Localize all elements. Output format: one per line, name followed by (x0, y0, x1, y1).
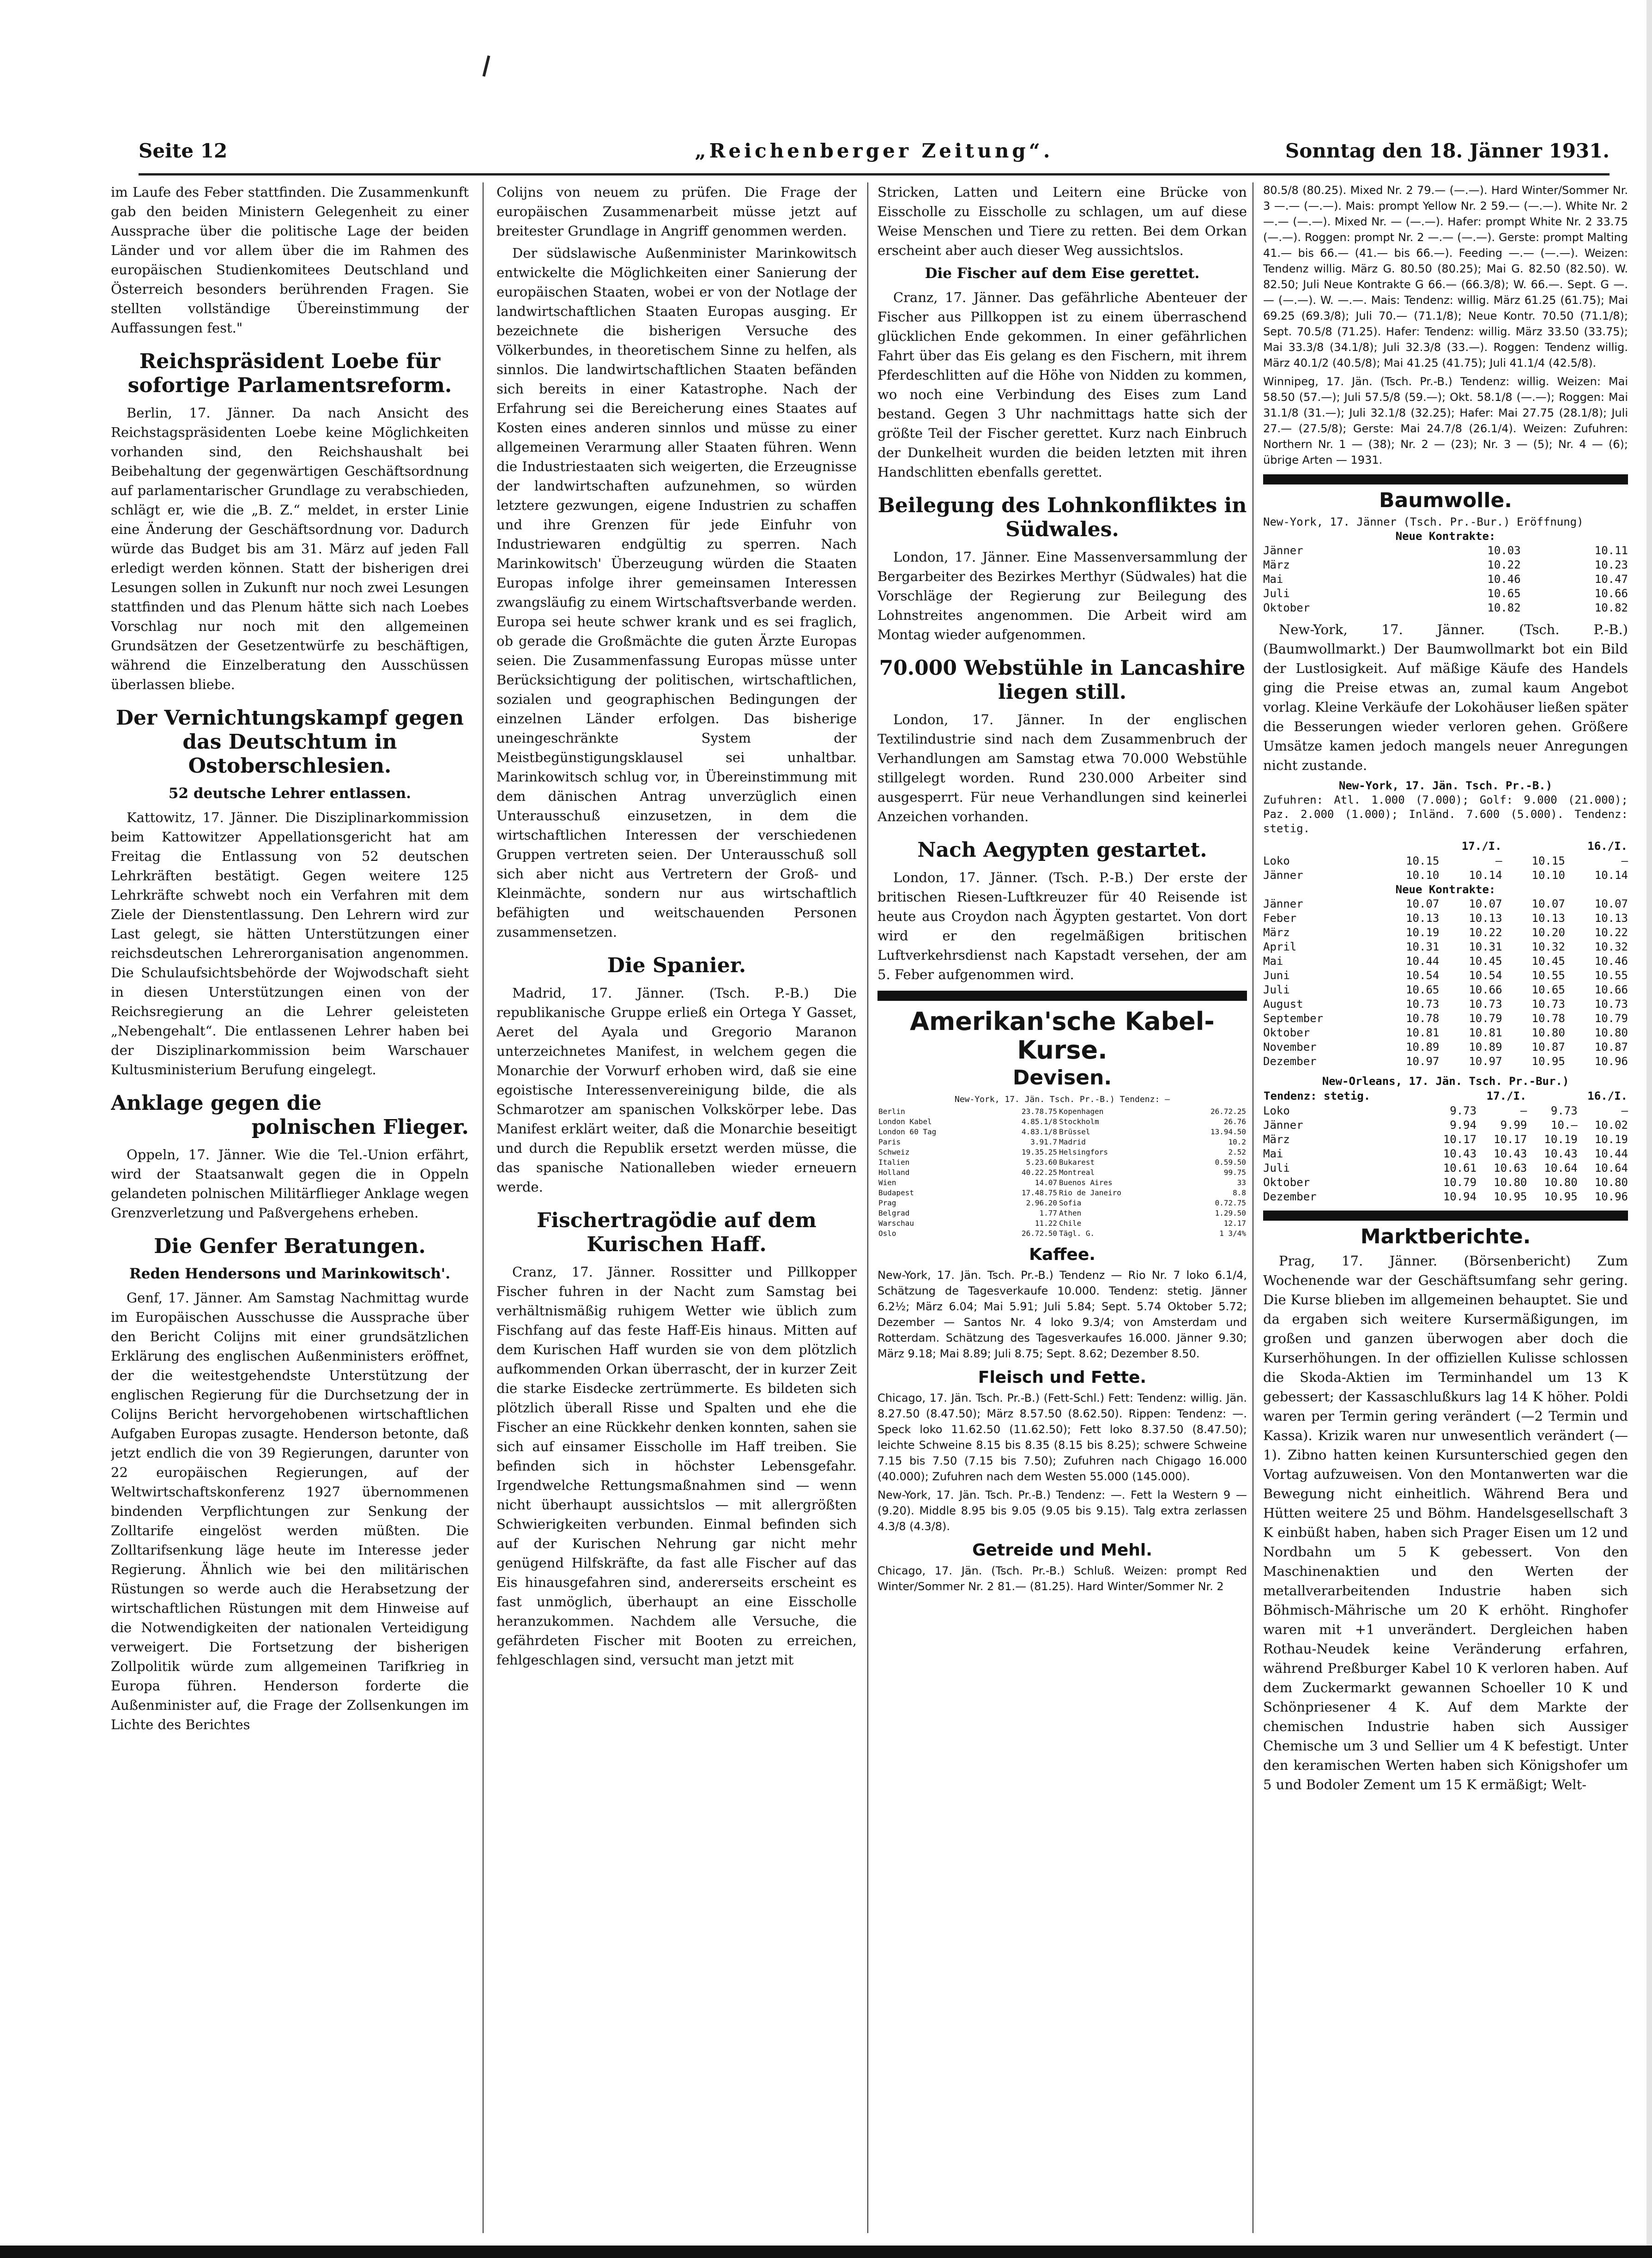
row-label: Juni (1263, 969, 1290, 982)
cotton-row (1263, 1147, 1628, 1161)
currency-name: Rio de Janeiro (1059, 1188, 1121, 1197)
row-label: November (1263, 1041, 1317, 1053)
quote-value: 10.81 (1469, 1026, 1502, 1039)
quote-value: 9.73 (1550, 1104, 1578, 1117)
cotton-row (1263, 1175, 1628, 1190)
quote-value: 10.32 (1594, 940, 1628, 953)
currency-name: Montreal (1059, 1168, 1095, 1177)
article-text: Colijns von neuem zu prüfen. Die Frage der europäischen Zusammenarbeit müsse jetzt auf breitester Grundlage in Angriff genommen werden. (496, 184, 857, 239)
quote-value: 10.79 (1469, 1012, 1502, 1025)
quote-value: 10.13 (1469, 912, 1502, 925)
devisen-row (877, 1117, 1247, 1127)
quote-value: 10.55 (1531, 969, 1565, 982)
cotton-row (1263, 1161, 1628, 1175)
currency-name: Tägl. G. (1059, 1229, 1095, 1238)
row-label: Juli (1263, 587, 1290, 600)
currency-rate: 12.17 (1223, 1219, 1246, 1228)
row-label: Dezember (1263, 1055, 1317, 1068)
row-label: Mai (1263, 573, 1283, 586)
quote-value: 10.54 (1469, 969, 1502, 982)
quote-value: 10.14 (1469, 869, 1502, 882)
currency-rate: 26.72.25 (1210, 1107, 1246, 1116)
devisen-row (877, 1218, 1247, 1229)
column-4 (1263, 182, 1628, 2238)
quote-value: — (1621, 854, 1628, 867)
quote-value: 10.45 (1531, 955, 1565, 968)
currency-name: Bukarest (1059, 1158, 1095, 1167)
quote-value: 10.22 (1487, 558, 1521, 571)
quote-value: 10.43 (1544, 1147, 1578, 1160)
currency-name: Budapest (878, 1188, 914, 1197)
article-text: London, 17. Jänner. (Tsch. P.-B.) Der erste der britischen Riesen-Luftkreuzer für 40 Reisende ist heute aus Croydon nach Ägypten gestartet. Von dort wird er den regelmäßigen britischen Luftverkehrsdienst nach Kapstadt versehen, der am 5. Feber aufgenommen wird. (877, 870, 1247, 982)
currency-name: Warschau (878, 1219, 914, 1228)
quote-value: 10.03 (1487, 544, 1521, 557)
quote-value: 10.46 (1594, 955, 1628, 968)
devisen-row (877, 1168, 1247, 1178)
currency-rate: 1.29.50 (1215, 1209, 1246, 1217)
quote-value: 10.66 (1594, 587, 1628, 600)
currency-name: Oslo (878, 1229, 896, 1238)
row-label: Loko (1263, 1104, 1290, 1117)
col-head-16: 16./I. (1587, 840, 1628, 853)
cotton-row (1263, 1011, 1628, 1026)
row-label: Jänner (1263, 1119, 1303, 1132)
currency-rate: 0.59.50 (1215, 1158, 1246, 1167)
quote-value: 10.73 (1531, 998, 1565, 1011)
headline-anklage-2: polnischen Flieger. (251, 1115, 469, 1139)
quote-value: 10.14 (1594, 869, 1628, 882)
currency-name: Helsingfors (1059, 1148, 1108, 1156)
currency-name: Paris (878, 1138, 901, 1146)
quote-value: 10.66 (1469, 983, 1502, 996)
quote-value: 10.66 (1594, 983, 1628, 996)
currency-name: Belgrad (878, 1209, 910, 1217)
quote-value: 10.95 (1544, 1190, 1578, 1203)
currency-rate: 3.91.7 (1030, 1138, 1058, 1146)
devisen-row (877, 1137, 1247, 1147)
quote-value: 10.96 (1594, 1055, 1628, 1068)
article-text: Cranz, 17. Jänner. Das gefährliche Abenteuer der Fischer aus Pillkoppen ist zu einem überraschend glücklichen Ende gekommen. In einer gefährlichen Fahrt über das Eis gelang es den Fischern, mit ihrem Pferdeschlitten auf die Höhe von Nidden zu kommen, wo noch eine Verbindung des Eises zum Land bestand. Gegen 3 Uhr nachmittags hatte sich der größte Teil der Fischer gerettet. Kurz nach Einbruch der Dunkelheit wurden die beiden letzten mit ihren Handschlitten ebenfalls gerettet. (877, 290, 1247, 480)
baumwoll-markt-text: New-York, 17. Jänner. (Tsch. P.-B.) (Baumwollmarkt.) Der Baumwollmarkt bot ein Bild der Lustlosigkeit. Auf mäßige Käufe des Handels ging die Preise etwas an, zumal kaum Angebot vorlag. Kleine Verkäufe der Lokohäuser ließen später die Besserungen wieder verloren gehen. Größere Umsätze kamen jedoch mangels neuer Anregungen nicht zustande. (1263, 622, 1628, 773)
quote-value: 9.94 (1450, 1119, 1477, 1132)
cotton-row (1263, 997, 1628, 1011)
column-divider (867, 182, 868, 2233)
cotton-row (1263, 1132, 1628, 1147)
currency-name: Buenos Aires (1059, 1178, 1113, 1187)
cotton-row (1263, 1104, 1628, 1118)
row-label: Juli (1263, 1162, 1290, 1174)
scan-bottom-border (0, 2246, 1652, 2258)
quote-value: 10.10 (1406, 869, 1440, 882)
article-text: Kattowitz, 17. Jänner. Die Disziplinarkommission beim Kattowitzer Appellationsgericht hat am Freitag die Entlassung von 52 deutschen Lehrkräften bestätigt. Gegen weitere 125 Lehrkräfte schwebt noch ein Verfahren mit dem Ziele der Dienstentlassung. Den Lehrern wird zur Last gelegt, sie hätten Unterstützungen einer reichsdeutschen Lehrerorganisation angenommen. Die Schulaufsichtsbehörde der Wojwodschaft sieht in diesen Unterstützungen einen von der Reichsregierung an die Lehrer geleisteten „Nebengehalt“. Die entlassenen Lehrer haben bei der Disziplinarkommission beim Warschauer Kultusministerium Berufung eingelegt. (111, 810, 469, 1078)
cotton-row (1263, 969, 1628, 983)
boersenbericht-text: Prag, 17. Jänner. (Börsenbericht) Zum Wochenende war der Geschäftsumfang sehr gering. Die Kurse blieben im allgemeinen behauptet. Sie und da ergaben sich weitere Kursermäßigungen, im großen und ganzen überwogen aber doch die Kurserhöhungen. In der offiziellen Kulisse schlossen die Skoda-Aktien im Terminhandel um 13 K gebessert; der Kassaschlußkurs lag 14 K höher. Poldi waren per Termin gering verändert (—2 Termin und Kassa). Krizik waren nur unwesentlich verändert (—1). Zibno hatten keinen Kursunterschied gegen den Vortag aufzuweisen. Von den Montanwerten war die Bewegung nicht einheitlich. Während Bera und Hütten weitere 25 und Böhm. Handelsgesellschaft 3 K einbüßt haben, haben sich Prager Eisen um 12 und Nordbahn um 5 K gebessert. Von den Maschinenaktien und den Werten der metallverarbeitenden Industrie haben sich Böhmisch-Mährische um 20 K erhöht. Ringhofer waren mit +1 unverändert. Dergleichen haben Rothau-Neudek keine Veränderung erfahren, während Preßburger Kabel 10 K verloren haben. Auf dem Zuckermarkt gewannen Schoeller 10 K und Schönpriesener 4 K. Auf dem Markte der chemischen Industrie haben sich Aussiger Chemische um 3 und Sellier um 4 K befestigt. Unter den keramischen Werten haben sich Königshofer um 5 und Bodoler Zement um 15 K ermäßigt; Welt- (1263, 1253, 1628, 1792)
header-rule (139, 173, 1610, 176)
quote-value: 10.32 (1531, 940, 1565, 953)
row-label: September (1263, 1012, 1324, 1025)
quote-value: 10.73 (1594, 998, 1628, 1011)
quote-value: 10.95 (1531, 1055, 1565, 1068)
row-label: Dezember (1263, 1190, 1317, 1203)
currency-rate: 17.48.75 (1021, 1188, 1058, 1197)
headline-ostoberschlesien: Der Vernichtungskampf gegen das Deutschtum in Ostoberschlesien. (115, 706, 464, 778)
quote-value: 10.17 (1494, 1133, 1527, 1146)
quote-value: 10.94 (1443, 1190, 1477, 1203)
section-rule (1263, 474, 1628, 484)
currency-rate: 8.8 (1233, 1188, 1246, 1197)
pencil-mark (483, 55, 490, 77)
currency-rate: 19.35.25 (1021, 1148, 1058, 1156)
quote-value: — (1520, 1104, 1527, 1117)
article-text: Madrid, 17. Jänner. (Tsch. P.-B.) Die republikanische Gruppe erließ ein Ortega Y Gasset, Aeret del Ayala und Gregorio Maranon unterzeichnetes Manifest, in welchem gegen die Monarchie der Vorwurf erhoben wird, daß sie eine egoistische Interessenvereinigung bilde, die als Schmarotzer am spanischen Volkskörper lebe. Das Manifest erklärt weiter, daß die Monarchie beseitigt und durch die Republik ersetzt werden müsse, die das spanische Nationalleben wieder erneuern werde. (496, 985, 857, 1195)
currency-rate: 2.52 (1228, 1148, 1246, 1156)
currency-rate: 14.07 (1035, 1178, 1058, 1187)
currency-name: Stockholm (1059, 1117, 1099, 1126)
quote-value: 10.13 (1594, 912, 1628, 925)
tendenz-label: Tendenz: stetig. (1264, 1090, 1371, 1102)
article-text: Berlin, 17. Jänner. Da nach Ansicht des Reichstagspräsidenten Loebe keine Möglichkeiten vorhanden sind, den Reichshaushalt bei Beibehaltung der gegenwärtigen Geschäftsordnung auf parlamentarischer Grundlage zu verabschieden, schlägt er, wie die „B. Z.“ meldet, in erster Linie eine Änderung der Geschäftsordnung vor. Dadurch würde das Budget bis am 31. März auf jeden Fall erledigt werden können. Statt der bisherigen drei Lesungen sollen in Zukunft nur noch zwei Lesungen stattfinden und das Plenum hätte sich nach Loebes Vorschlag nur noch mit den allgemeinen Grundsätzen der Gesetzentwürfe zu beschäftigen, während die Einzelberatung den Ausschüssen überlassen bliebe. (111, 405, 469, 692)
quote-value: 10.17 (1443, 1133, 1477, 1146)
neue-kontrakte-label: Neue Kontrakte: (1395, 883, 1496, 896)
currency-rate: 26.76 (1223, 1117, 1246, 1126)
article-text: London, 17. Jänner. In der englischen Textilindustrie sind nach dem Zusammenbruch der Verhandlungen am Samstag etwa 70.000 Webstühle stillgelegt worden. Rund 230.000 Arbeiter sind ausgesperrt. Für neue Verhandlungen sind keinerlei Anzeichen vorhanden. (877, 712, 1247, 824)
quote-value: 10.46 (1487, 573, 1521, 586)
quote-value: 10.22 (1469, 926, 1502, 939)
row-label: August (1263, 998, 1303, 1011)
ny-opening-header: New-York, 17. Jänner (Tsch. Pr.-Bur.) Eröffnung) (1263, 515, 1584, 528)
quote-value: 10.11 (1594, 544, 1628, 557)
cotton-row (1263, 1054, 1628, 1069)
quote-value: 10.82 (1594, 601, 1628, 614)
quote-value: 10.80 (1544, 1176, 1578, 1189)
article-text: im Laufe des Feber stattfinden. Die Zusammenkunft gab den beiden Ministern Gelegenheit zu einer Aussprache über die politische Lage der beiden Länder und vor allem über die im Rahmen des europäischen Studienkomitees Deutschland und Österreich besonders berührenden Fragen. Sie stellten vollständige Übereinstimmung der Auffassungen fest." (111, 184, 469, 336)
currency-name: London Kabel (878, 1117, 932, 1126)
quote-value: 10.96 (1594, 1190, 1628, 1203)
headline-anklage: Anklage gegen die (111, 1091, 322, 1115)
devisen-row (877, 1208, 1247, 1218)
grain-quotes: 80.5/8 (80.25). Mixed Nr. 2 79.— (—.—). Hard Winter/Sommer Nr. 3 —.— (—.—). Mais: prompt Yellow Nr. 2 59.— (—.—). White Nr. 2 —.— (—.—). Mixed Nr. — (—.—). Hafer: prompt White Nr. 2 33.75 (—.—). Roggen: prompt Nr. 2 —.— (—.—). Gerste: prompt Malting 41.— bis 66.— (41.— bis 66.—). Feeding —.— (—.—). Weizen: Tendenz willig. März G. 80.50 (80.25); Mai G. 82.50 (82.50). W. 82.50; Juli Neue Kontrakte G 66.— (66.3/8); W. 66.—. Sept. G —.— (—.—). W. —.—. Mais: Tendenz: willig. März 61.25 (61.75); Mai 69.25 (69.3/8); Juli 70.— (71.1/8); Neue Kontr. 70.50 (71.1/8); Sept. 70.5/8 (71.25). Hafer: Tendenz: willig. März 33.50 (33.75); Mai 33.3/8 (34.1/8); Juli 32.3/8 (33.—). Roggen: Tendenz willig. März 40.1/2 (40.5/8); Mai 41.25 (41.75); Juli 41.1/4 (42.5/8). (1263, 184, 1628, 369)
fleisch-title: Fleisch und Fette. (978, 1368, 1147, 1387)
quote-value: 10.45 (1469, 955, 1502, 968)
section-rule (1263, 1211, 1628, 1221)
row-label: Mai (1263, 955, 1283, 968)
quote-value: 10.07 (1531, 897, 1565, 910)
currency-rate: 10.2 (1228, 1138, 1246, 1146)
headline-loebe: Reichspräsident Loebe für sofortige Parlamentsreform. (127, 350, 452, 397)
kabel-kurse-title: Amerikan'sche Kabel-Kurse. (910, 1007, 1215, 1065)
currency-rate: 99.75 (1223, 1168, 1246, 1177)
quote-value: 10.81 (1406, 1026, 1440, 1039)
currency-name: Kopenhagen (1059, 1107, 1104, 1116)
article-text: Genf, 17. Jänner. Am Samstag Nachmittag wurde im Europäischen Ausschusse die Aussprache über den Bericht Colijns mit einer grundsätzlichen Erklärung des englischen Außenministers eröffnet, der die weitestgehendste Unterstützung der englischen Regierung für die Durchsetzung der in Colijns Bericht hervorgehobenen wirtschaftlichen Aufgaben Europas zusagte. Henderson betonte, daß jetzt endlich die von 39 Regierungen, darunter von 22 europäischen Regierungen, auf der Weltwirtschaftskonferenz 1927 übernommenen bindenden Verpflichtungen zur Senkung der Zolltarife eingelöst werden müßten. Die Zolltarifsenkung läge heute im Interesse jeder Regierung. Ähnlich wie bei den militärischen Rüstungen so werde auch die Herabsetzung der wirtschaftlichen Rüstungen mit dem Hinweise auf die Notwendigkeiten der nationalen Verteidigung verweigert. Die Fortsetzung der bisherigen Zollpolitik würde zum allgemeinen Tarifkrieg in Europa führen. Henderson forderte die Außenminister auf, die Frage der Zollsenkungen im Lichte des Berichtes (111, 1290, 469, 1732)
article-text: Oppeln, 17. Jänner. Wie die Tel.-Union erfährt, wird der Staatsanwalt gegen die in Oppeln gelandeten polnischen Militärflieger Anklage wegen Grenzverletzung und Paßvergehens erheben. (111, 1147, 469, 1221)
quote-value: — (1621, 1104, 1628, 1117)
cotton-row (1263, 1190, 1628, 1204)
currency-name: Prag (878, 1199, 896, 1207)
quote-value: 10.23 (1594, 558, 1628, 571)
row-label: Oktober (1263, 1026, 1310, 1039)
fleisch-text-ny: New-York, 17. Jän. Tsch. Pr.-B.) Tendenz: —. Fett la Western 9 — (9.20). Middle 8.95 bis 9.05 (9.05 bis 9.15). Talg extra zerlassen 4.3/8 (4.3/8). (877, 1489, 1247, 1533)
cotton-row (1263, 868, 1628, 883)
quote-value: 10.07 (1406, 897, 1440, 910)
getreide-title: Getreide und Mehl. (972, 1541, 1152, 1560)
headline-genfer: Die Genfer Beratungen. (154, 1235, 426, 1258)
kaffee-text: New-York, 17. Jän. Tsch. Pr.-B.) Tendenz — Rio Nr. 7 loko 6.1/4, Schätzung de Tagesverkaufe 10.000. Tendenz: stetig. Jänner 6.2½; März 6.04; Mai 5.91; Juli 5.84; Sept. 5.74 Oktober 5.72; Dezember — Santos Nr. 4 loko 9.3/4; von Amsterdam und Rotterdam. Schätzung des Tagesverkaufes 16.000. Jänner 9.30; März 9.18; Mai 8.89; Juli 8.75; Sept. 8.62; Dezember 8.50. (877, 1269, 1247, 1360)
neue-kontrakte-label: Neue Kontrakte: (1395, 530, 1496, 543)
devisen-row (877, 1157, 1247, 1168)
devisen-row (877, 1229, 1247, 1239)
ny-opening-table (1263, 544, 1628, 615)
currency-rate: 23.78.75 (1021, 1107, 1058, 1116)
winnipeg-quotes: Winnipeg, 17. Jän. (Tsch. Pr.-B.) Tendenz: willig. Weizen: Mai 58.50 (57.—); Juli 57.5/8 (59.—); Okt. 58.1/8 (—.—); Roggen: Mai 31.1/8 (31.—); Juli 32.1/8 (32.25); Hafer: Mai 27.75 (28.1/8); Juli 27.— (27.5/8); Gerste: Mai 24.7/8 (26.1/4). Weizen: Zufuhren: Northern Nr. 1 — (38); Nr. 2 — (23); Nr. 3 — (5); Nr. 4 — (6); übrige Arten — 1931. (1263, 375, 1628, 466)
getreide-text: Chicago, 17. Jän. (Tsch. Pr.-B.) Schluß. Weizen: prompt Red Winter/Sommer Nr. 2 81.— (81.25). Hard Winter/Sommer Nr. 2 (877, 1564, 1247, 1593)
cotton-row (1263, 601, 1628, 615)
quote-value: 10.78 (1406, 1012, 1440, 1025)
headline-fischer-gerettet: Die Fischer auf dem Eise gerettet. (925, 265, 1200, 282)
cotton-row (1263, 558, 1628, 572)
quote-value: 10.95 (1494, 1190, 1527, 1203)
article-text: Cranz, 17. Jänner. Rossitter und Pillkopper Fischer fuhren in der Nacht zum Samstag bei verhältnismäßig ruhigem Wetter wie üblich zum Fischfang auf das feste Haff-Eis hinaus. Mitten auf dem Kurischen Haff wurden sie von dem plötzlich aufkommenden Orkan überrascht, der in kurzer Zeit die starke Eisdecke zertrümmerte. Es bildeten sich plötzlich überall Risse und Spalten und ehe die Fischer an eine Rückkehr denken konnten, sahen sie sich auf einsamer Eisscholle im Haff treiben. Sie befinden sich in höchster Lebensgefahr. Irgendwelche Rettungsmaßnahmen sind — wenn nicht überhaupt aussichtslos — mit allergrößten Schwierigkeiten verbunden. Einmal befinden sich auf der Kurischen Nehrung gar nicht mehr genügend Hilfskräfte, da fast alle Fischer auf das Eis hinausgefahren sind, andererseits erscheint es fast unmöglich, überhaupt an eine Eisscholle heranzukommen. Nachdem alle Versuche, die gefährdeten Fischer mit Booten zu erreichen, fehlgeschlagen sind, versucht man jetzt mit (496, 1264, 857, 1668)
currency-rate: 33 (1237, 1178, 1246, 1187)
quote-value: — (1495, 854, 1502, 867)
quote-value: 10.80 (1594, 1176, 1628, 1189)
quote-value: 10.80 (1594, 1026, 1628, 1039)
currency-name: Italien (878, 1158, 910, 1167)
cotton-row (1263, 940, 1628, 954)
col-head-16: 16./I. (1587, 1090, 1628, 1102)
quote-value: 10.19 (1406, 926, 1440, 939)
devisen-row (877, 1147, 1247, 1157)
row-label: Jänner (1263, 869, 1303, 882)
masthead: „Reichenberger Zeitung“. (695, 139, 1053, 162)
article-text: Stricken, Latten und Leitern eine Brücke von Eisscholle zu Eisscholle zu schlagen, um auf diese Weise Menschen und Tiere zu retten. Bei dem Orkan erscheint aber auch dieser Weg aussichtslos. (877, 184, 1247, 258)
row-label: Jänner (1263, 544, 1303, 557)
currency-name: Holland (878, 1168, 910, 1177)
quote-value: 10.07 (1469, 897, 1502, 910)
quote-value: 10.54 (1406, 969, 1440, 982)
quote-value: 10.79 (1594, 1012, 1628, 1025)
currency-rate: 13.94.50 (1210, 1127, 1246, 1136)
quote-value: 10.15 (1531, 854, 1565, 867)
quote-value: 10.43 (1443, 1147, 1477, 1160)
currency-rate: 4.83.1/8 (1021, 1127, 1058, 1136)
currency-name: Chile (1059, 1219, 1082, 1228)
cotton-row (1263, 911, 1628, 926)
devisen-row (877, 1188, 1247, 1198)
currency-rate: 1 3/4% (1219, 1229, 1246, 1238)
column-2 (496, 182, 857, 2238)
quote-value: 10.87 (1594, 1041, 1628, 1053)
column-1 (111, 182, 469, 2238)
quote-value: 10.82 (1487, 601, 1521, 614)
kaffee-title: Kaffee. (1029, 1245, 1095, 1264)
quote-value: 10.97 (1469, 1055, 1502, 1068)
currency-name: Athen (1059, 1209, 1082, 1217)
fleisch-text: Chicago, 17. Jän. Tsch. Pr.-B.) (Fett-Schl.) Fett: Tendenz: willig. Jän. 8.27.50 (8.47.50); März 8.57.50 (8.62.50). Rippen: Tendenz: —. Speck loko 11.62.50 (11.62.50); Fett loko 8.37.50 (8.47.50); leichte Schweine 8.15 bis 8.35 (8.15 bis 8.25); schwere Schweine 7.15 bis 7.50 (7.15 bis 7.50); Zufuhren nach Chigago 16.000 (40.000); Zufuhren nach dem Westen 55.000 (145.000). (877, 1392, 1247, 1483)
col-head-17: 17./I. (1461, 840, 1502, 853)
currency-rate: 1.77 (1039, 1209, 1058, 1217)
quote-value: 10.47 (1594, 573, 1628, 586)
quote-value: 10.43 (1494, 1147, 1527, 1160)
cotton-row (1263, 954, 1628, 969)
row-label: Loko (1263, 854, 1290, 867)
currency-rate: 40.22.25 (1021, 1168, 1058, 1177)
row-label: Mai (1263, 1147, 1283, 1160)
devisen-row (877, 1178, 1247, 1188)
quote-value: 9.73 (1450, 1104, 1477, 1117)
new-orleans-header: New-Orleans, 17. Jän. Tsch. Pr.-Bur.) (1322, 1075, 1569, 1088)
quote-value: 10.78 (1531, 1012, 1565, 1025)
quote-value: 10.07 (1594, 897, 1628, 910)
subheadline: 52 deutsche Lehrer entlassen. (168, 785, 411, 802)
cotton-row (1263, 1118, 1628, 1132)
quote-value: 10.10 (1531, 869, 1565, 882)
quote-value: 10.63 (1494, 1162, 1527, 1174)
issue-date: Sonntag den 18. Jänner 1931. (1285, 139, 1610, 162)
currency-name: Schweiz (878, 1148, 910, 1156)
article-text: London, 17. Jänner. Eine Massenversammlung der Bergarbeiter des Bezirkes Merthyr (Südwales) hat die Vorschläge der Regierung zur Beilegung des Lohnstreites angenommen. Die Arbeit wird am Montag wieder aufgenommen. (877, 549, 1247, 642)
devisen-header: New-York, 17. Jän. Tsch. Pr.-B.) Tendenz: — (955, 1095, 1170, 1104)
devisen-row (877, 1198, 1247, 1208)
marktberichte-title: Marktberichte. (1360, 1225, 1531, 1248)
quote-value: 10.89 (1406, 1041, 1440, 1053)
col-head-17: 17./I. (1486, 1090, 1527, 1102)
article-text: Der südslawische Außenminister Marinkowitsch entwickelte die Möglichkeiten einer Sanierung der europäischen Staaten, wobei er von der Notlage der landwirtschaftlichen Staaten Europas ausging. Er bezeichnete die bisherigen Versuche des Völkerbundes, in theoretischem Sinne zu helfen, als sinnlos. Die landwirtschaftlichen Staaten befänden sich bereits in einer Katastrophe. Nach der Erfahrung sei die Bereicherung eines Staates auf Kosten eines anderen sinnlos und müsse zu einer allgemeinen Verarmung aller Staaten führen. Wenn die Industriestaaten sich weigerten, die Erzeugnisse der landwirtschaften aufzunehmen, so würden letztere gezwungen, eigene Industrien zu schaffen und ihre Grenzen für jede Einfuhr von Industriewaren endgültig zu sperren. Nach Marinkowitsch' Überzeugung würden die Staaten Europas infolge ihrer gemeinsamen Interessen zwangsläufig zu einem Wirtschaftsverbande werden. Europa sei heute schwer krank und es sei fraglich, ob gerade die Großmächte die guten Ärzte Europas seien. Die Zusammenfassung Europas müsse unter Berücksichtigung der politischen, wirtschaftlichen, sozialen und geographischen Bedingungen der einzelnen Länder erfolgen. Das bisherige uneingeschränkte System der Meistbegünstigungsklausel sei unhaltbar. Marinkowitsch schlug vor, in Übereinstimmung mit dem dänischen Antrag unverzüglich einen Unterausschuß einzusetzen, in dem die wirtschaftlichen Interessen der verschiedenen Gruppen vertreten seien. Der Unterausschuß soll sich aber nicht aus Vertretern der Groß- und Kleinmächte, sondern nur aus wirtschaftlich befähigten und weitschauenden Personen zusammensetzen. (496, 245, 857, 940)
quote-value: 9.99 (1500, 1119, 1527, 1132)
cotton-row (1263, 854, 1628, 868)
currency-rate: 26.72.50 (1021, 1229, 1058, 1238)
headline-suedwales: Beilegung des Lohnkonfliktes in Südwales. (877, 494, 1247, 541)
cotton-row (1263, 1026, 1628, 1040)
currency-name: London 60 Tag (878, 1127, 937, 1136)
headline-spanier: Die Spanier. (607, 954, 746, 977)
quote-value: 10.79 (1443, 1176, 1477, 1189)
quote-value: 10.19 (1544, 1133, 1578, 1146)
quote-value: 10.31 (1406, 940, 1440, 953)
page-number: Seite 12 (139, 139, 228, 162)
column-3 (877, 182, 1247, 2238)
row-label: März (1263, 926, 1290, 939)
quote-value: 10.61 (1443, 1162, 1477, 1174)
headline-lancashire: 70.000 Webstühle in Lancashire liegen still. (879, 656, 1246, 704)
row-label: Oktober (1263, 601, 1310, 614)
row-label: April (1263, 940, 1297, 953)
headline-fischertragoedie: Fischertragödie auf dem Kurischen Haff. (537, 1209, 817, 1256)
quote-value: 10.13 (1406, 912, 1440, 925)
quote-value: 10.55 (1594, 969, 1628, 982)
cotton-row (1263, 572, 1628, 587)
quote-value: 10.15 (1406, 854, 1440, 867)
baumwolle-title: Baumwolle. (1379, 489, 1512, 512)
devisen-table (877, 1107, 1247, 1239)
quote-value: 10.22 (1594, 926, 1628, 939)
headline-aegypten: Nach Aegypten gestartet. (917, 838, 1207, 862)
cotton-row (1263, 897, 1628, 911)
quote-value: 10.65 (1406, 983, 1440, 996)
currency-rate: 0.72.75 (1215, 1199, 1246, 1207)
cotton-row (1263, 983, 1628, 997)
currency-name: Berlin (878, 1107, 905, 1116)
currency-rate: 5.23.60 (1026, 1158, 1058, 1167)
devisen-title: Devisen. (1012, 1066, 1112, 1090)
quote-value: 10.65 (1531, 983, 1565, 996)
quote-value: 10.— (1550, 1119, 1578, 1132)
devisen-row (877, 1127, 1247, 1137)
currency-rate: 11.22 (1035, 1219, 1058, 1228)
ny-header: New-York, 17. Jän. Tsch. Pr.-B.) (1338, 779, 1553, 792)
scan-edge (1646, 0, 1652, 2258)
row-label: Jänner (1263, 897, 1303, 910)
quote-value: 10.19 (1594, 1133, 1628, 1146)
quote-value: 10.87 (1531, 1041, 1565, 1053)
cotton-row (1263, 926, 1628, 940)
page-header (139, 134, 1610, 171)
quote-value: 10.64 (1544, 1162, 1578, 1174)
column-divider (483, 182, 484, 2233)
quote-value: 10.64 (1594, 1162, 1628, 1174)
quote-value: 10.73 (1406, 998, 1440, 1011)
cotton-row (1263, 587, 1628, 601)
currency-rate: 2.96.20 (1026, 1199, 1058, 1207)
ny-cotton-table (1263, 839, 1628, 1069)
quote-value: 10.73 (1469, 998, 1502, 1011)
quote-value: 10.97 (1406, 1055, 1440, 1068)
row-label: Juli (1263, 983, 1290, 996)
ny-zufuhren: Zufuhren: Atl. 1.000 (7.000); Golf: 9.000 (21.000); Paz. 2.000 (1.000); Inländ. 7.600 (5.000). Tendenz: stetig. (1263, 793, 1628, 835)
section-rule (877, 991, 1247, 1001)
currency-rate: 4.85.1/8 (1021, 1117, 1058, 1126)
quote-value: 10.44 (1406, 955, 1440, 968)
subheadline: Reden Hendersons und Marinkowitsch'. (129, 1265, 451, 1282)
currency-name: Wien (878, 1178, 896, 1187)
row-label: Feber (1263, 912, 1297, 925)
new-orleans-table (1263, 1089, 1628, 1204)
row-label: Oktober (1263, 1176, 1310, 1189)
quote-value: 10.89 (1469, 1041, 1502, 1053)
currency-name: Brüssel (1059, 1127, 1090, 1136)
quote-value: 10.44 (1594, 1147, 1628, 1160)
currency-name: Sofia (1059, 1199, 1082, 1207)
quote-value: 10.65 (1487, 587, 1521, 600)
row-label: März (1263, 1133, 1290, 1146)
cotton-row (1263, 1040, 1628, 1054)
row-label: März (1263, 558, 1290, 571)
quote-value: 10.02 (1594, 1119, 1628, 1132)
quote-value: 10.20 (1531, 926, 1565, 939)
devisen-row (877, 1107, 1247, 1117)
quote-value: 10.31 (1469, 940, 1502, 953)
quote-value: 10.80 (1531, 1026, 1565, 1039)
currency-name: Madrid (1059, 1138, 1086, 1146)
cotton-row (1263, 544, 1628, 558)
quote-value: 10.13 (1531, 912, 1565, 925)
quote-value: 10.80 (1494, 1176, 1527, 1189)
